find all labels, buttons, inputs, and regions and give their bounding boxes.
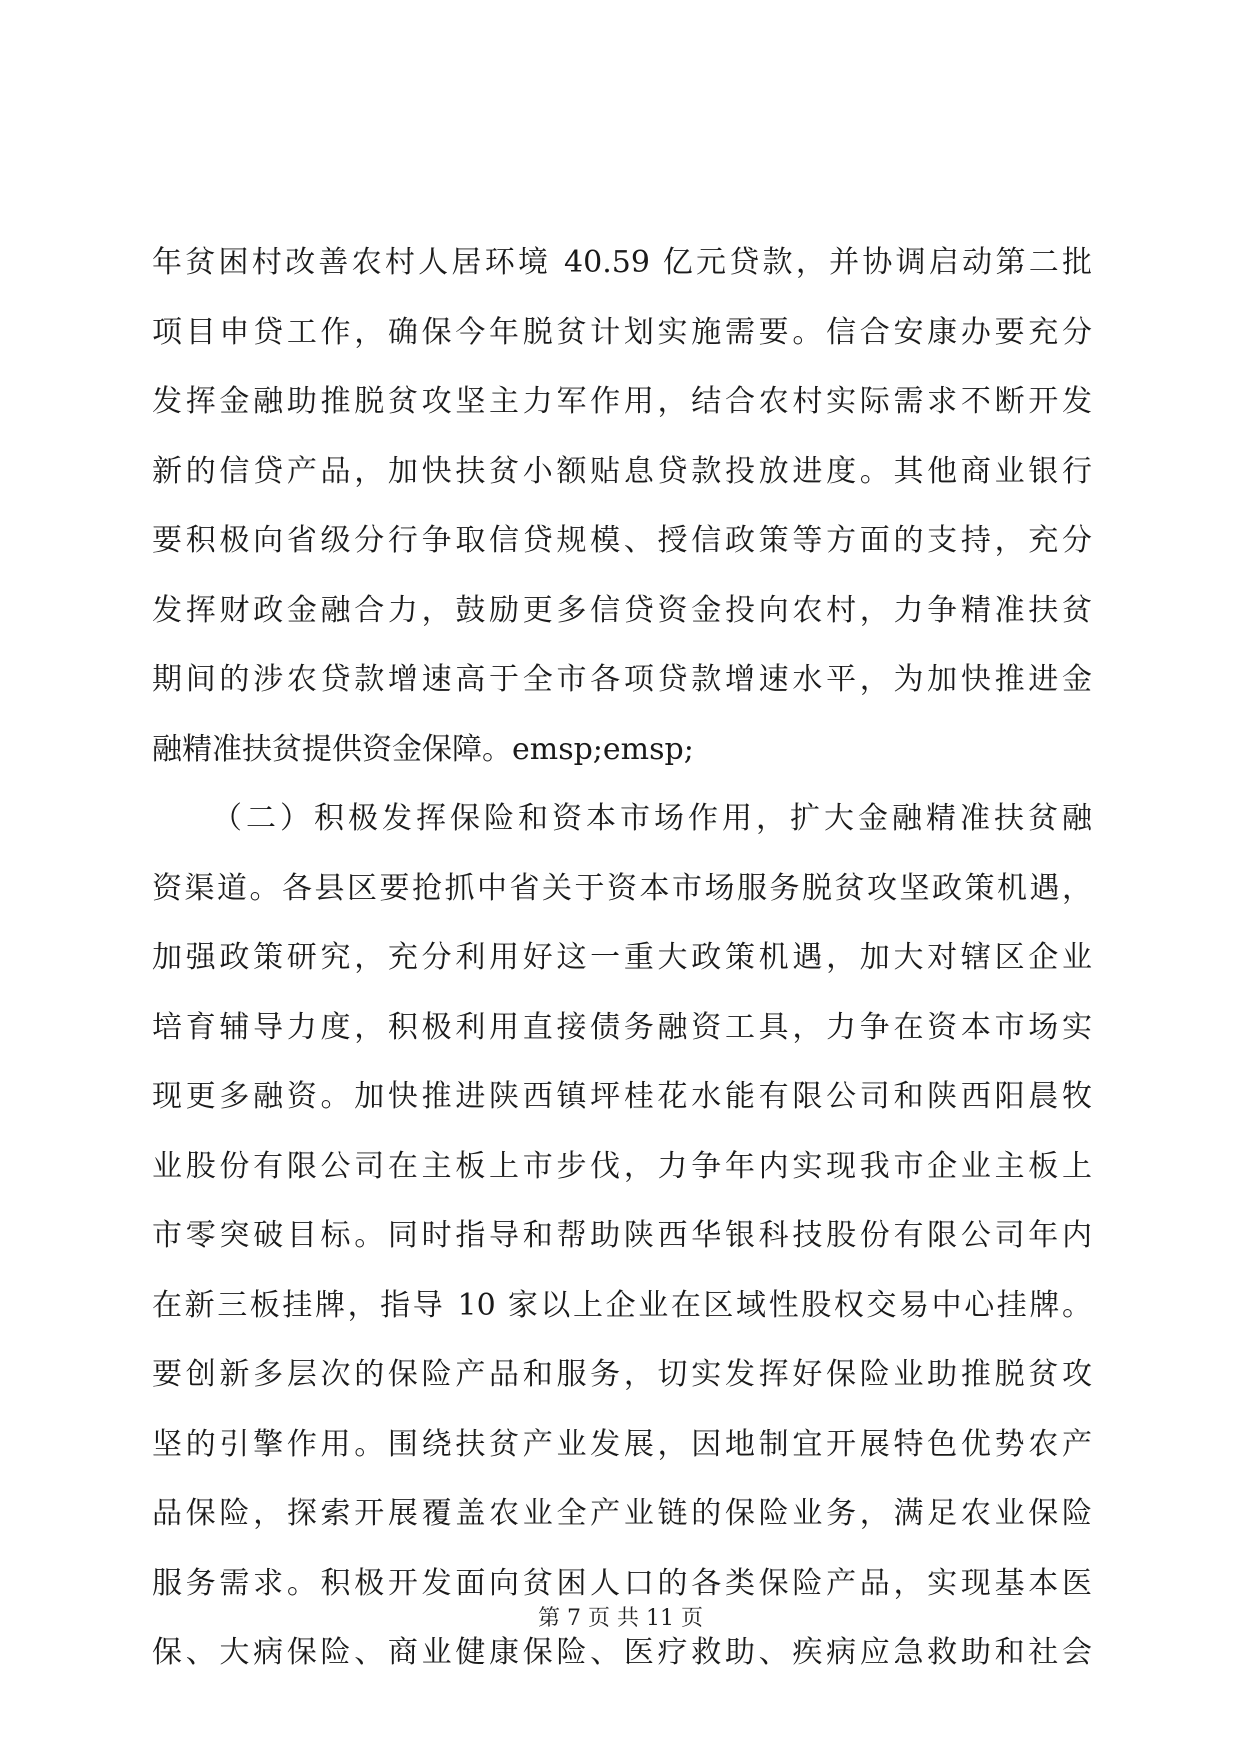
text-line: 在新三板挂牌，指导 10 家以上企业在区域性股权交易中心挂牌。 (152, 1287, 1092, 1323)
section-heading-line: （二）积极发挥保险和资本市场作用，扩大金融精准扶贫融 (212, 801, 1092, 836)
text-line: 培育辅导力度，积极利用直接债务融资工具，力争在资本市场实 (152, 1009, 1092, 1045)
text-line: 服务需求。积极开发面向贫困人口的各类保险产品，实现基本医 (152, 1565, 1092, 1601)
text-line: 要积极向省级分行争取信贷规模、授信政策等方面的支持，充分 (152, 523, 1092, 558)
text-line: 品保险，探索开展覆盖农业全产业链的保险业务，满足农业保险 (152, 1496, 1092, 1531)
page-footer: 第 7 页 共 11 页 (538, 1606, 703, 1631)
body-text (152, 228, 1092, 1688)
text-line: 加强政策研究，充分利用好这一重大政策机遇，加大对辖区企业 (152, 940, 1092, 975)
text-line: 保、大病保险、商业健康保险、医疗救助、疾病应急救助和社会 (152, 1635, 1092, 1670)
text-line: 新的信贷产品，加快扶贫小额贴息贷款投放进度。其他商业银行 (152, 453, 1092, 489)
text-line: 要创新多层次的保险产品和服务，切实发挥好保险业助推脱贫攻 (152, 1357, 1092, 1392)
text-line: 期间的涉农贷款增速高于全市各项贷款增速水平，为加快推进金 (152, 662, 1092, 697)
text-line: 业股份有限公司在主板上市步伐，力争年内实现我市企业主板上 (152, 1148, 1092, 1184)
text-line: 资渠道。各县区要抢抓中省关于资本市场服务脱贫攻坚政策机遇， (152, 870, 1092, 906)
text-line: 发挥金融助推脱贫攻坚主力军作用，结合农村实际需求不断开发 (152, 384, 1092, 419)
text-line: 现更多融资。加快推进陕西镇坪桂花水能有限公司和陕西阳晨牧 (152, 1079, 1092, 1114)
text-line: 发挥财政金融合力，鼓励更多信贷资金投向农村，力争精准扶贫 (152, 592, 1092, 628)
text-line: 融精准扶贫提供资金保障。emsp;emsp; (152, 731, 694, 767)
text-line: 坚的引擎作用。围绕扶贫产业发展，因地制宜开展特色优势农产 (152, 1426, 1092, 1462)
text-line: 项目申贷工作，确保今年脱贫计划实施需要。信合安康办要充分 (152, 314, 1092, 350)
text-line: 市零突破目标。同时指导和帮助陕西华银科技股份有限公司年内 (152, 1218, 1092, 1253)
text-line: 年贫困村改善农村人居环境 40.59 亿元贷款，并协调启动第二批 (152, 245, 1092, 280)
